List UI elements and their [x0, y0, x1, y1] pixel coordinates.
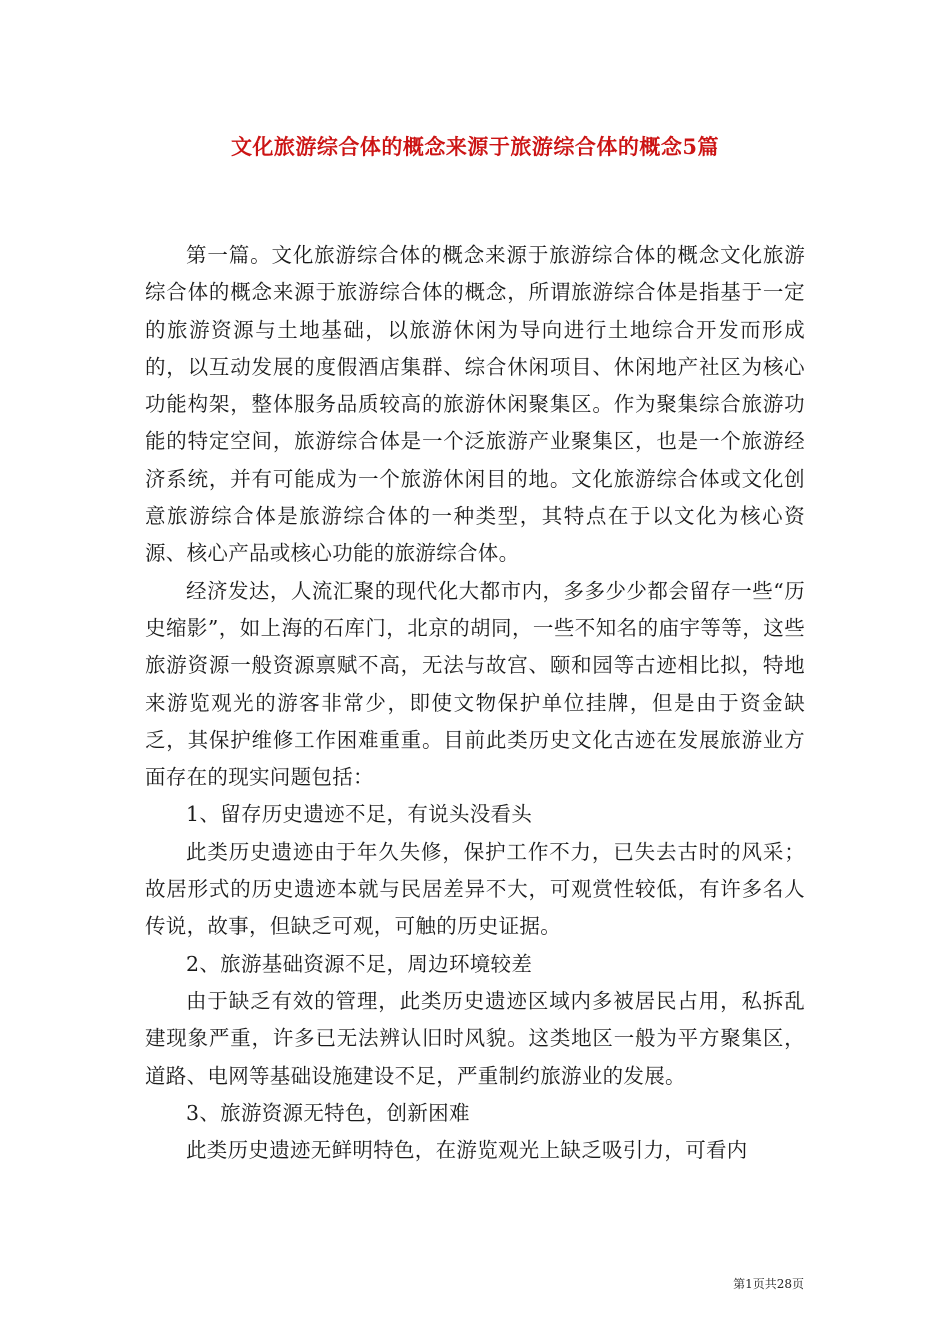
paragraph-economy: 经济发达，人流汇聚的现代化大都市内，多多少少都会留存一些“历史缩影”，如上海的石库门，北京的胡同，一些不知名的庙宇等等，这些旅游资源一般资源禀赋不高，无法与故宫、颐和园等古迹相比拟，特地来游览观光的游客非常少，即使文物保护单位挂牌，但是由于资金缺乏，其保护维修工作困难重重。目前此类历史文化古迹在发展旅游业方面存在的现实问题包括：	[145, 578, 805, 790]
document-body	[145, 237, 805, 1169]
paragraph-intro: 第一篇。文化旅游综合体的概念来源于旅游综合体的概念文化旅游综合体的概念来源于旅游综合体的概念，所谓旅游综合体是指基于一定的旅游资源与土地基础，以旅游休闲为导向进行土地综合开发而形成的，以互动发展的度假酒店集群、综合休闲项目、休闲地产社区为核心功能构架，整体服务品质较高的旅游休闲聚集区。作为聚集综合旅游功能的特定空间，旅游综合体是一个泛旅游产业聚集区，也是一个旅游经济系统，并有可能成为一个旅游休闲目的地。文化旅游综合体或文化创意旅游综合体是旅游综合体的一种类型，其特点在于以文化为核心资源、核心产品或核心功能的旅游综合体。	[145, 243, 805, 566]
paragraph-point-2: 由于缺乏有效的管理，此类历史遗迹区域内多被居民占用，私拆乱建现象严重，许多已无法辨认旧时风貌。这类地区一般为平方聚集区，道路、电网等基础设施建设不足，严重制约旅游业的发展。	[145, 988, 805, 1088]
paragraph-point-3: 此类历史遗迹无鲜明特色，在游览观光上缺乏吸引力，可看内	[186, 1138, 748, 1163]
heading-point-3: 3、旅游资源无特色，创新困难	[186, 1100, 470, 1125]
document-title: 文化旅游综合体的概念来源于旅游综合体的概念5篇	[230, 134, 720, 159]
heading-point-1: 1、留存历史遗迹不足，有说头没看头	[186, 802, 533, 827]
paragraph-point-1: 此类历史遗迹由于年久失修，保护工作不力，已失去古时的风采；故居形式的历史遗迹本就与民居差异不大，可观赏性较低，有许多名人传说，故事，但缺乏可观，可触的历史证据。	[145, 839, 805, 939]
page-number-footer: 第1页共28页	[733, 1277, 804, 1291]
heading-point-2: 2、旅游基础资源不足，周边环境较差	[186, 951, 533, 976]
